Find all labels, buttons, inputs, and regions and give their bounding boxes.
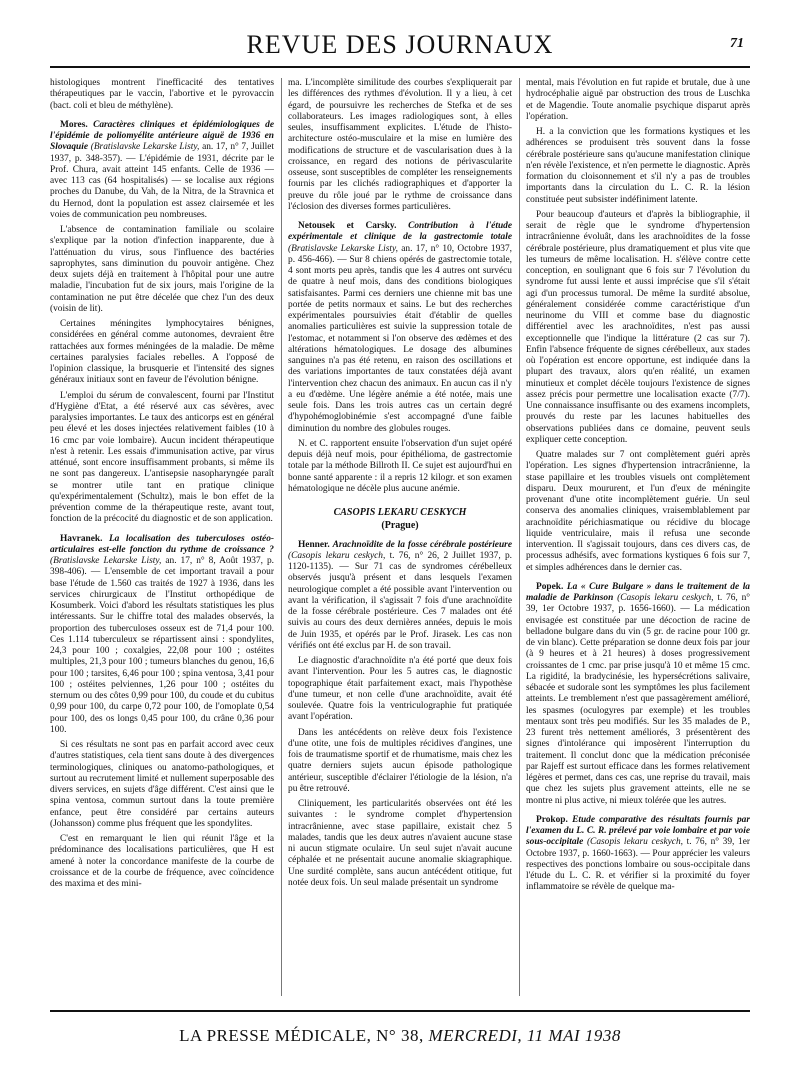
running-title: REVUE DES JOURNAUX	[246, 30, 554, 59]
article-abstract	[288, 540, 512, 653]
paragraph-text: Pour beaucoup d'auteurs et d'après la bibliographie, il serait de règle que le syndrome d'hypertension intracrânienne évoluât, dans les arachnoïdites de la fosse cérébrale postérieure, plus dramatiquement et plus vite que les tumeurs de même localisation. H. s'élève contre cette conception, en soulignant que 6 fois sur 7 l'évolution du syndrome fut aussi lente et aussi imprécise que s'il s'était agi d'un processus tumoral. De même la surdité absolue, généralement considérée comme caractéristique d'un neurinome du VIII et comme base du diagnostic différentiel avec les arachnoïdites, n'est pas aussi exceptionnelle que l'indique la littérature (2 cas sur 7). Enfin l'absence fréquente de signes cérébelleux, aux stades où l'opération est encore opportune, est indiquée dans la plupart des travaux, alors qu'en réalité, un examen minutieux et complet décèle toujours l'existence de signes assez précis pour permettre une localisation exacte (7/7). Une connaissance insuffisante ou des examens incomplets, prouvés du reste par les lacunes habituelles des observations publiées dans ce domaine, peuvent seuls expliquer cette conception.	[526, 209, 750, 445]
paragraph-text: Quatre malades sur 7 ont complètement guéri après l'opération. Les signes d'hypertension intracrânienne, la stase papillaire et les troubles visuels ont complètement disparu. Deux moururent, et l'un d'eux de méningite provenant d'une otite incomplètement guérie. Un seul conserva des anomalies cliniques, vraisemblablement par arachnoïdite périchiasmatique ou récidive du blocage liquide ventriculaire, mais il refusa une seconde intervention. Il s'agissait toujours, dans ces divers cas, de processus adhésifs, avec formations kystiques 6 fois sur 7, et simples adhérences dans le dernier cas.	[526, 450, 750, 573]
article-author: Henner.	[298, 539, 330, 550]
footer-date: MERCREDI, 11 MAI 1938	[428, 1026, 621, 1045]
paragraph-text: mental, mais l'évolution en fut rapide et brutale, due à une hydrocéphalie aiguë par obstruction des trous de Luschka et de Magendie. Toute anomalie psychique disparut après l'opération.	[526, 78, 750, 122]
body-paragraph	[288, 439, 512, 495]
body-paragraph	[526, 127, 750, 206]
paragraph-text: L'absence de contamination familiale ou scolaire s'explique par la notion d'infection inapparente, due à l'atténuation du virus, sous l'influence des bactéries saprophytes, sans diminution du pouvoir antigène. Chez deux sujets déjà en traitement à l'hôpital pour une autre maladie, l'incubation fut de six jours, mais l'origine de la contamination ne put être décelée que chez l'un des deux (voisin de lit).	[50, 225, 274, 314]
column-1	[50, 78, 274, 998]
article-title: La localisation des tuberculoses ostéo-articulaires est-elle fonction du rythme de croissance ?	[50, 533, 274, 555]
article-title: Arachnoïdite de la fosse cérébrale postérieure	[332, 539, 512, 550]
page-footer	[50, 1026, 750, 1046]
article-abstract	[288, 221, 512, 435]
paragraph-text: H. a la conviction que les formations kystiques et les adhérences se produisent très souvent dans la fosse cérébrale postérieure sans qu'aucune manifestation clinique n'en révèle l'existence, et n'en permette le diagnostic. Après formation du cloisonnement et s'il n'y a pas de troubles importants dans la circulation du L. C. R. la lésion constituée peut subsister indéfiniment latente.	[526, 127, 750, 205]
paragraph-text: Le diagnostic d'arachnoïdite n'a été porté que deux fois avant l'intervention. Pour les 5 autres cas, le diagnostic topographique était parfaitement exact, mais l'hypothèse d'une tumeur, et non celle d'une arachnoïdite, avait été soulevée. Quatre fois la ventriculographie fut pratiquée avant l'opération.	[288, 656, 512, 723]
article-author: Prokop.	[536, 814, 568, 825]
body-paragraph	[288, 728, 512, 796]
paragraph-text: t. 76, n° 39, 1er Octobre 1937, p. 1656-1660). — La médication envisagée est constituée par une décoction de racine de belladone bulgare dans du vin (5 gr. de racine pour 100 gr. de vin blanc). Cette préparation se donne deux fois par jour (à 9 heures et à 21 heures) à doses progressivement croissantes de 1 cmc. par prise jusqu'à 10 et même 15 cmc. La rigidité, la bradycinésie, les hypersécrétions salivaire, sébacée et sudorale sont les symptômes les plus facilement atteints. Le tremblement n'est que passagèrement amélioré, les spasmes (oculogyres par exemple) et les troubles mentaux sont très peu modifiés. Sur les 35 malades de P., 23 furent très nettement améliorés, 3 présentèrent des signes d'intolérance qui imposèrent l'interruption du traitement. Il conclut donc que la médication préconisée par Rajeff est surtout efficace dans les formes relativement légères et permet, dans ces cas, une reprise du travail, mais que chez les sujets plus gravement atteints, elle ne se montre ni plus active, ni mieux tolérée que les autres.	[526, 593, 750, 806]
body-paragraph	[50, 225, 274, 315]
article-columns	[50, 78, 750, 998]
paragraph-text: an. 17, n° 10, Octobre 1937, p. 456-466). — Sur 8 chiens opérés de gastrectomie totale, 4 sont morts peu après, tandis que les 4 autres ont survécu de quatre à neuf mois, dans des conditions biologiques satisfaisantes. Parmi ces derniers une chienne mit bas une portée de petits normaux et sains. Le but des recherches expérimentales poursuivies était d'établir de quelles anomalies particulières est suivie la suppression totale de l'estomac, et notamment si l'on observe des œdèmes et des altérations hématologiques. Le dosage des albumines sanguines n'a pas été retenu, en raison des oscillations et des variations importantes de taux constatées déjà avant l'intervention chez chacun des animaux. En aucun cas il n'y a eu d'œdème. Une légère anémie a été notée, mais une seule fois. Dans les trois autres cas un certain degré d'hypohémoglobinémie s'est accompagné d'une faible diminution du nombre des globules rouges.	[288, 243, 512, 434]
article-source: (Casopis lekaru ceskych,	[288, 550, 386, 561]
body-paragraph	[288, 799, 512, 889]
section-subheading: (Prague)	[381, 520, 419, 532]
body-paragraph	[50, 740, 274, 830]
header-rule	[50, 66, 750, 68]
body-paragraph	[526, 450, 750, 574]
paragraph-text: t. 76, n° 39, 1er Octobre 1937, p. 1660-1663). — Pour apprécier les valeurs respectives des ponctions lombaire ou sous-occipitale dans l'étude du L. C. R. et vérifier si la proximité du foyer inflammatoire se révèle de quelque ma-	[526, 837, 750, 893]
article-abstract	[526, 582, 750, 807]
paragraph-text: an. 17, n° 8, Août 1937, p. 398-406). — L'ensemble de cet important travail a pour base l'étude de 1.560 cas traités de 1927 à 1936, dans les services chirurgicaux de l'Institut orthopédique de Kosumberk. Voici d'abord les résultats statistiques les plus intéressants. Sur le chiffre total des malades observés, la proportion des tuberculoses osseux est de 71,4 pour 100. Ces 1.114 tuberculeux se répartissent ainsi : spondylites, 24,3 pour 100 ; coxalgies, 22,08 pour 100 ; ostéites multiples, 21,3 pour 100 ; tumeurs blanches du genou, 16,6 pour 100 ; tarsites, 6,46 pour 100 ; spina ventosa, 3,41 pour 100 ; ostéites pelviennes, 1,26 pour 100 ; ostéites du sternum ou des côtes 0,99 pour 100, du coude et du cubitus 0,99 pour 100, du carpe 0,72 pour 100, de l'omoplate 0,54 pour 100, des os longs 0,45 pour 100, du crâne 0,36 pour 100.	[50, 556, 274, 735]
page-header	[50, 28, 750, 62]
page-number: 71	[730, 36, 744, 51]
section-heading: CASOPIS LEKARU CESKYCH	[333, 507, 467, 518]
article-author: Mores.	[60, 119, 88, 130]
paragraph-text: ma. L'incomplète similitude des courbes s'expliquerait par les différences des rythmes d'évolution. Il y a lieu, à cet égard, de poursuivre les recherches de Stefka et de ses collaborateurs. Les images radiologiques sont, à elles seules, insuffisamment explicites. L'étude de l'histo-architecture ostéo-musculaire et la mise en lumière des modifications de structure et de vascularisation dues à la croissance, en regard des notions de périvascularite osseuse, sont susceptibles de compléter les renseignements fournis par les clichés radiographiques et d'apporter la preuve du rôle joué par le rythme de croissance dans l'éclosion des diverses formes particulières.	[288, 78, 512, 212]
body-paragraph	[288, 656, 512, 724]
body-paragraph	[526, 78, 750, 123]
paragraph-text: Certaines méningites lymphocytaires bénignes, considérées en général comme autonomes, devraient être rattachées aux formes méningées de la maladie. De même certaines paralysies faciales rebelles. A l'opposé de l'opinion classique, la brusquerie et l'intensité des signes généraux initiaux sont en faveur de l'évolution bénigne.	[50, 319, 274, 386]
article-source: (Bratislavske Lekarske Listy,	[90, 142, 200, 153]
article-source: (Bratislavske Lekarske Listy,	[50, 556, 162, 566]
column-3	[526, 78, 750, 998]
article-source: (Casopis lekaru ceskych,	[586, 837, 683, 848]
article-title: Contribution à l'étude expérimentale et clinique de la gastrectomie totale	[288, 221, 512, 243]
article-abstract	[50, 534, 274, 737]
paragraph-text: L'emploi du sérum de convalescent, fourni par l'Institut d'Hygiène d'Etat, a été réservé aux cas sévères, avec paralysies importantes. Le taux des anticorps est en général peu élevé et les doses injectées relativement faibles (10 à 16 cmc par voie lombaire). Aucun incident thérapeutique n'est à retenir. Les essais d'immunisation active, par virus atténué, sont encore insuffisamment probants, si même ils ne sont pas dangereux. L'antisepsie nasopharyngée paraît se montrer utile tant en pratique clinique qu'expérimentalement (Schultz), mais le bon effet de la prévention comme de la thérapeutique reste, avant tout, fonction de la précocité du diagnostic et de son application.	[50, 390, 274, 525]
column-2	[288, 78, 512, 998]
article-source: (Casopis lekaru ceskych,	[617, 593, 714, 603]
body-paragraph	[288, 78, 512, 213]
article-title: Caractères cliniques et épidémiologiques de l'épidémie de poliomyélite antérieure aiguë de 1936 en Slovaquie	[50, 119, 274, 153]
body-paragraph	[50, 391, 274, 526]
body-paragraph	[50, 834, 274, 890]
article-author: Netousek et Carsky.	[298, 221, 397, 231]
paragraph-text: t. 76, n° 26, 2 Juillet 1937, p. 1120-1135). — Sur 71 cas de syndromes cérébelleux observés jusqu'à présent et dans lesquels l'examen neurologique complet a été possible avant l'intervention ou avant la vérification, il s'agissait 7 fois d'une arachnoïdite de la fosse cérébrale postérieure. Ces 7 malades ont été suivis au cours des deux dernières années, depuis le mois de Juin 1935, et opérés par le Prof. Jirasek. Les cas non vérifiés ont été exclus par H. de son travail.	[288, 550, 512, 651]
article-author: Popek.	[536, 581, 564, 592]
article-abstract	[50, 120, 274, 221]
article-title: La « Cure Bulgare » dans le traitement de la maladie de Parkinson	[526, 581, 750, 603]
paragraph-text: Dans les antécédents on relève deux fois l'existence d'une otite, une fois de multiples récidives d'angines, une fois de traumatisme sportif et de rhumatisme, mais chez les quatre derniers sujets aucun épisode pathologique antérieur, susceptible d'éclairer l'étiologie de la lésion, n'a pu être retrouvé.	[288, 727, 512, 794]
body-paragraph	[50, 78, 274, 112]
body-paragraph	[50, 319, 274, 387]
footer-journal: LA PRESSE MÉDICALE, N° 38,	[179, 1026, 424, 1045]
article-author: Havranek.	[60, 533, 103, 544]
paragraph-text: Cliniquement, les particularités observées ont été les suivantes : le syndrome complet d'hypertension intracrânienne, avec stase papillaire, existait chez 5 malades, tandis que les deux autres n'avaient aucune stase ni aucun stigmate oculaire. Un seul sujet n'avait aucune céphalée et ne présentait aucune anomalie skiagraphique. Une surdité complète, sans aucun antécédent otitique, fut notée deux fois. Un seul malade présentait un syndrome	[288, 799, 512, 888]
paragraph-text: an. 17, n° 7, Juillet 1937, p. 348-357). — L'épidémie de 1931, décrite par le Prof. Chura, avait atteint 145 enfants. Celle de 1936 — avec 113 cas (64 hospitalisés) — se localise aux régions proches du Danube, du Vah, de la Nitra, de la Stravnica et du Hernod, dont la population est assez clairsemée et les voies de communication peu nombreuses.	[50, 142, 274, 220]
paragraph-text: N. et C. rapportent ensuite l'observation d'un sujet opéré depuis déjà neuf mois, pour épithélioma, de gastrectomie totale par la méthode Billroth II. Ce sujet est aujourd'hui en bonne santé apparente : il a repris 12 kilogr. et son examen hématologique ne décèle plus aucune anémie.	[288, 438, 512, 494]
paragraph-text: histologiques montrent l'inefficacité des tentatives thérapeutiques par le vaccin, l'abortive et le pyrovaccin (bact. coli et bleu de méthylène).	[50, 78, 274, 111]
paragraph-text: C'est en remarquant le lien qui réunit l'âge et la prédominance des localisations particulières, que H est amené à noter la concordance manifeste de la courbe de croissance et de la courbe de fréquence, avec coïncidence des maxima et des mini-	[50, 834, 274, 889]
body-paragraph	[526, 210, 750, 446]
column-divider	[281, 78, 282, 996]
paragraph-text: Si ces résultats ne sont pas en parfait accord avec ceux d'autres statistiques, cela tient sans doute à des divergences terminologiques, cliniques ou anatomo-pathologiques, et surtout au recrutement limité et nullement superposable des divers services, en sujets d'âge différent. C'est ainsi que le spina ventosa, commun surtout dans la toute première enfance, peut être considéré par certains auteurs (Johansson) comme plus fréquent que les spondylites.	[50, 740, 274, 829]
article-title: Etude comparative des résultats fournis par l'examen du L. C. R. prélevé par voie lombaire et par voie sous-occipitale	[526, 814, 750, 848]
footer-rule	[50, 1010, 750, 1012]
column-divider	[519, 78, 520, 996]
article-source: (Bratislavske Lekarske Listy,	[288, 243, 398, 254]
article-abstract	[526, 815, 750, 894]
